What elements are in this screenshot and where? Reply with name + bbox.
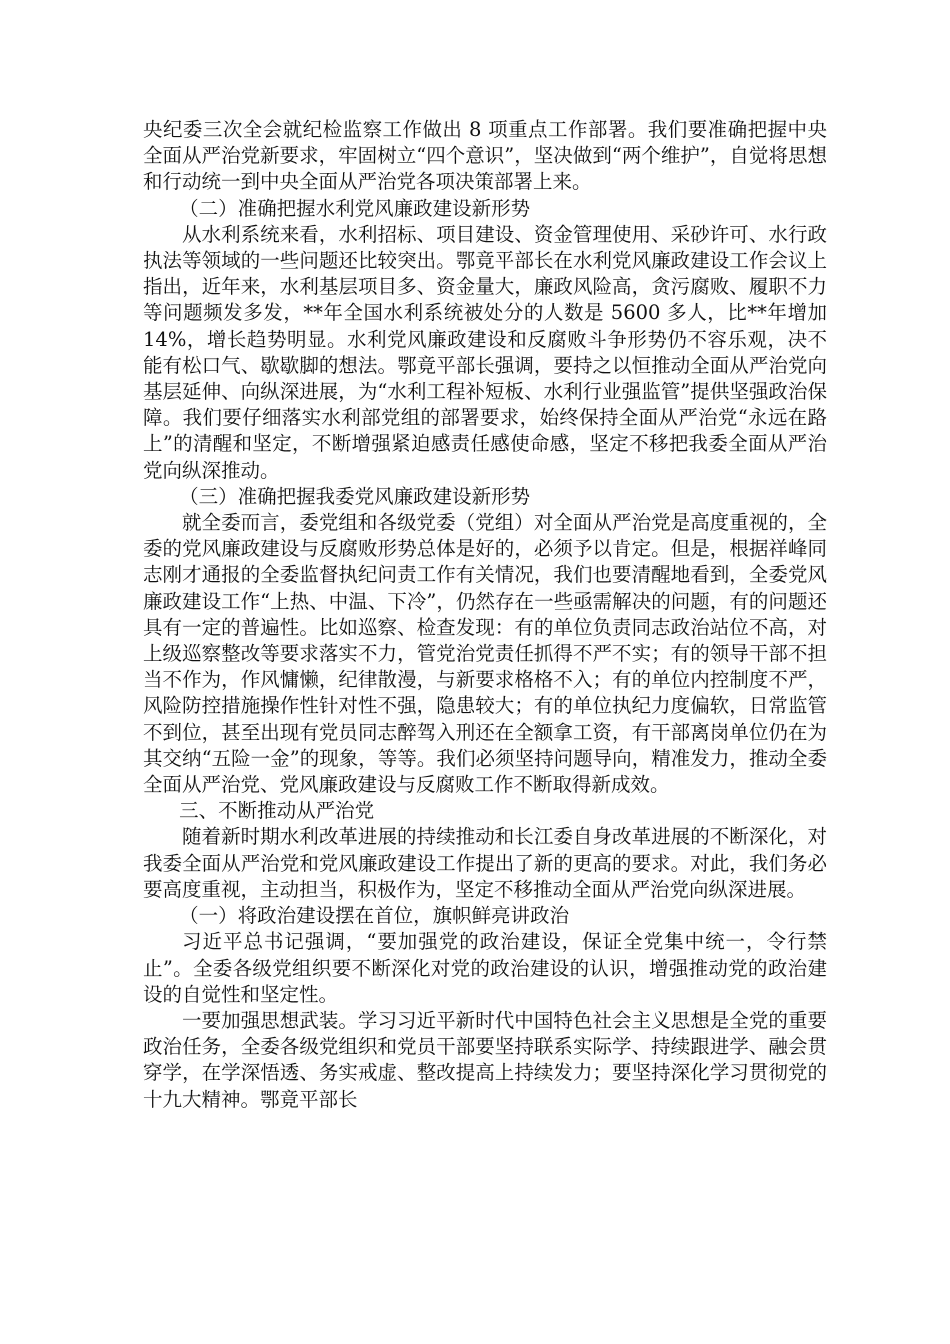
paragraph-1: 央纪委三次全会就纪检监察工作做出 8 项重点工作部署。我们要准确把握中央全面从严治党新要求，牢固树立“四个意识”，坚决做到“两个维护”，自觉将思想和行动统一到中央全面从严治党各项决策部署上来。 (143, 118, 827, 194)
chapter-heading-3: 三、不断推动从严治党 (179, 799, 375, 823)
document-page (143, 117, 827, 1113)
section-heading-3: （三）准确把握我委党风廉政建设新形势 (179, 484, 531, 508)
section-heading-1: （一）将政治建设摆在首位，旗帜鲜亮讲政治 (179, 904, 570, 928)
paragraph-3: 从水利系统来看，水利招标、项目建设、资金管理使用、采砂许可、水行政执法等领域的一些问题还比较突出。鄂竟平部长在水利党风廉政建设工作会议上指出，近年来，水利基层项目多、资金量大，廉政风险高，贪污腐败、履职不力等问题频发多发，**年全国水利系统被处分的人数是 5600 多人，比**年增加 14%，增长趋势明显。水利党风廉政建设和反腐败斗争形势仍不容乐观，决不能有松口气、歇歇脚的想法。鄂竟平部长强调，要持之以恒推动全面从严治党向基层延伸、向纵深进展，为“水利工程补短板、水利行业强监管”提供坚强政治保障。我们要仔细落实水利部党组的部署要求，始终保持全面从严治党“永远在路上”的清醒和坚定，不断增强紧迫感责任感使命感，坚定不移把我委全面从严治党向纵深推动。 (143, 222, 827, 482)
paragraph-7: 随着新时期水利改革进展的持续推动和长江委自身改革进展的不断深化，对我委全面从严治党和党风廉政建设工作提出了新的更高的要求。对此，我们务必要高度重视，主动担当，积极作为，坚定不移推动全面从严治党向纵深进展。 (143, 825, 827, 901)
paragraph-5: 就全委而言，委党组和各级党委（党组）对全面从严治党是高度重视的，全委的党风廉政建设与反腐败形势总体是好的，必须予以肯定。但是，根据祥峰同志刚才通报的全委监督执纪问责工作有关情况，我们也要清醒地看到，全委党风廉政建设工作“上热、中温、下冷”，仍然存在一些亟需解决的问题，有的问题还具有一定的普遍性。比如巡察、检查发现：有的单位负责同志政治站位不高，对上级巡察整改等要求落实不力，管党治党责任抓得不严不实；有的领导干部不担当不作为，作风慵懒，纪律散漫，与新要求格格不入；有的单位内控制度不严，风险防控措施操作性针对性不强，隐患较大；有的单位执纪力度偏软，日常监管不到位，甚至出现有党员同志醉驾入刑还在全额拿工资，有干部离岗单位仍在为其交纳“五险一金”的现象，等等。我们必须坚持问题导向，精准发力，推动全委全面从严治党、党风廉政建设与反腐败工作不断取得新成效。 (143, 511, 827, 797)
section-heading-2: （二）准确把握水利党风廉政建设新形势 (179, 196, 531, 220)
paragraph-9: 习近平总书记强调，“要加强党的政治建设，保证全党集中统一，令行禁止”。全委各级党组织要不断深化对党的政治建设的认识，增强推动党的政治建设的自觉性和坚定性。 (143, 930, 827, 1006)
paragraph-10: 一要加强思想武装。学习习近平新时代中国特色社会主义思想是全党的重要政治任务，全委各级党组织和党员干部要坚持联系实际学、持续跟进学、融会贯穿学，在学深悟透、务实戒虚、整改提高上持续发力；要坚持深化学习贯彻党的十九大精神。鄂竟平部长 (143, 1008, 827, 1111)
